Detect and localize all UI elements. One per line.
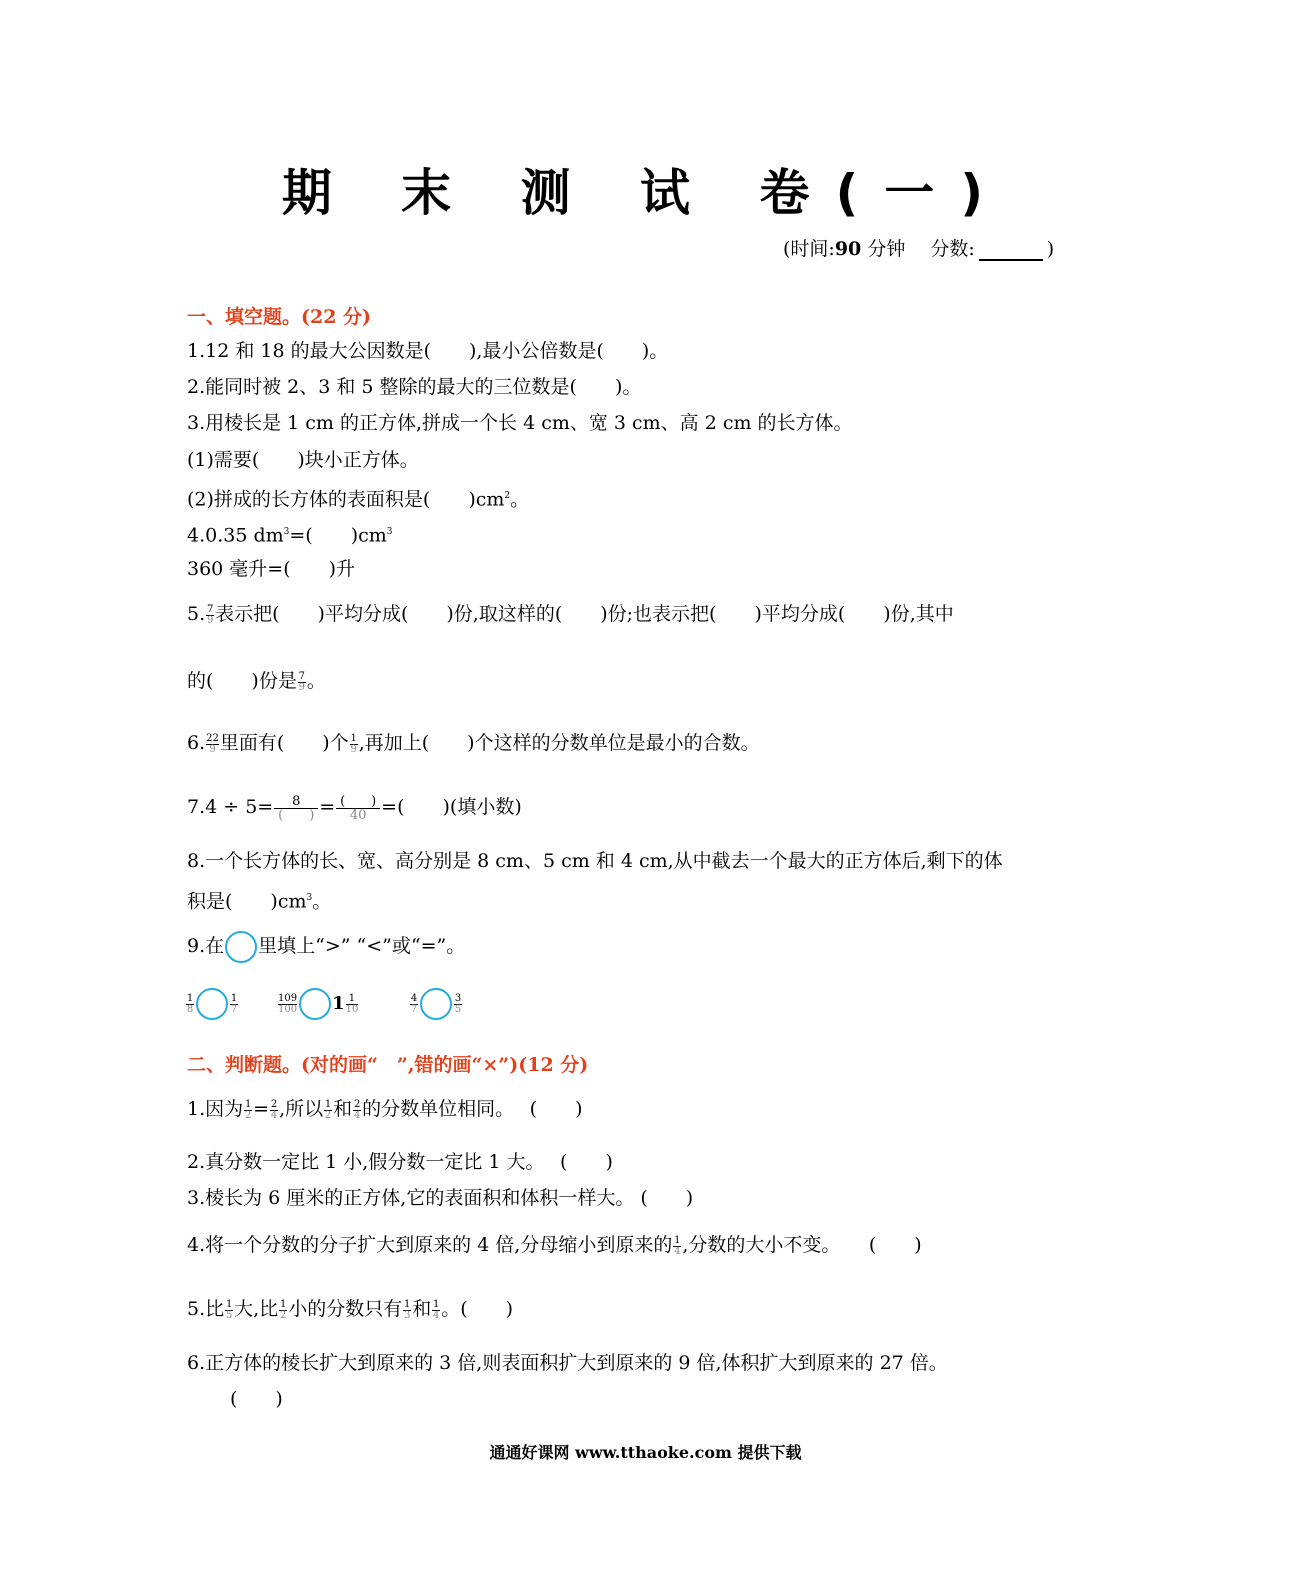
- fraction-1-3: [403, 1300, 411, 1321]
- judge-1-and: 和: [333, 1098, 353, 1120]
- fraction-numerator: 1: [324, 1098, 332, 1110]
- fraction-denominator: 2: [324, 1109, 332, 1121]
- fraction-denominator: 9: [350, 743, 357, 755]
- fraction-denominator: 2: [244, 1109, 252, 1121]
- question-1-4b: 360 毫升=( )升: [187, 558, 356, 580]
- fraction-1-2: [244, 1100, 252, 1121]
- comparison-3: [409, 988, 463, 1020]
- question-1-6-num: 6.: [187, 732, 206, 754]
- fraction-denominator: 9: [206, 614, 214, 626]
- question-1-5-line2: 的( )份是 $\frac{7}{9}$ 。: [187, 670, 326, 693]
- question-1-7-pre: 7.4 ÷ 5=: [187, 796, 274, 818]
- judge-1: [187, 1096, 583, 1122]
- judge-5-b: 大,比: [234, 1298, 279, 1320]
- superscript-3c: 3: [306, 893, 313, 903]
- fraction-1-2-b: [324, 1100, 332, 1121]
- judge-6: 6.正方体的棱长扩大到原来的 3 倍,则表面积扩大到原来的 9 倍,体积扩大到原来的 27 倍。: [187, 1352, 948, 1374]
- comparison-circle-icon: [225, 931, 257, 963]
- fraction-denominator: 5: [454, 1003, 462, 1015]
- meta-score-label: 分钟 分数:: [861, 238, 975, 260]
- judge-4: [187, 1232, 922, 1258]
- fraction-1-2-c: [279, 1300, 287, 1321]
- judge-6-paren: ( ): [230, 1388, 283, 1410]
- fraction-numerator: 1: [348, 992, 356, 1004]
- question-1-6-b: ,再加上( )个这样的分数单位是最小的合数。: [358, 732, 760, 754]
- fraction-blank-40: [336, 795, 380, 822]
- superscript-3: 3: [283, 527, 290, 537]
- section-title-true-false: 二、判断题。(对的画“ ”,错的画“×”)(12 分): [187, 1054, 589, 1076]
- fraction-1-7: [230, 994, 238, 1015]
- superscript-3b: 3: [386, 527, 393, 537]
- fraction-numerator: 1: [350, 732, 357, 744]
- judge-5-a: 5.比: [187, 1298, 225, 1320]
- fraction-denominator: 9: [298, 681, 306, 693]
- question-1-4a-mid: =( )cm: [289, 524, 387, 547]
- answer-circle-1[interactable]: [196, 988, 228, 1020]
- question-1-7: 7.4 ÷ 5= $\frac{8}{( )}$ = $\frac{( )}{40}$ =( )(填小数): [187, 793, 522, 823]
- fraction-denominator: 7: [410, 1003, 418, 1015]
- judge-3: 3.棱长为 6 厘米的正方体,它的表面积和体积一样大。 ( ): [187, 1187, 694, 1209]
- question-1-5-text: 表示把( )平均分成( )份,取这样的( )份;也表示把( )平均分成( )份,其中: [215, 603, 954, 625]
- question-1-5-line1: [187, 601, 954, 627]
- fraction-7-9: [206, 605, 214, 626]
- fraction-denominator: 7: [230, 1003, 238, 1015]
- fraction-numerator: 1: [280, 1298, 287, 1310]
- fraction-1-10: [346, 994, 359, 1015]
- fraction-denominator: 4: [353, 1109, 361, 1121]
- meta-time-label: (时间:: [783, 238, 835, 260]
- fraction-denominator: 4: [270, 1109, 278, 1121]
- fraction-numerator: 109: [278, 992, 298, 1004]
- fraction-numerator: 7: [298, 670, 306, 682]
- judge-4-a: 4.将一个分数的分子扩大到原来的 4 倍,分母缩小到原来的: [187, 1234, 673, 1256]
- fraction-numerator: 8: [292, 793, 301, 809]
- question-1-5-line2-text: 的( )份是: [187, 670, 297, 692]
- fraction-numerator: 1: [244, 1098, 252, 1110]
- fraction-4-7: [410, 994, 418, 1015]
- judge-4-b: ,分数的大小不变。 ( ): [682, 1234, 922, 1256]
- question-1-7-post: =( )(填小数): [381, 796, 522, 818]
- fraction-numerator: 1: [230, 992, 238, 1004]
- question-1-9: [187, 931, 465, 963]
- exam-meta: [783, 234, 1054, 261]
- fraction-denominator: 3: [404, 1309, 411, 1321]
- comparison-1: [185, 988, 239, 1020]
- fraction-1-8: [186, 994, 194, 1015]
- fraction-22-9: [206, 734, 219, 755]
- fraction-numerator: 2: [353, 1098, 361, 1110]
- question-1-8-line2: 积是( )$cm^3$。: [187, 890, 332, 913]
- fraction-numerator: 1: [225, 1298, 233, 1310]
- judge-1-c: 的分数单位相同。 ( ): [362, 1098, 583, 1120]
- judge-5-and: 和: [412, 1298, 432, 1320]
- question-1-8-line1: 8.一个长方体的长、宽、高分别是 8 cm、5 cm 和 4 cm,从中截去一个最大的正方体后,剩下的体: [187, 850, 1003, 872]
- meta-close: ): [1046, 238, 1055, 260]
- fraction-1-5: [225, 1300, 233, 1321]
- question-1-6-a: 里面有( )个: [219, 732, 349, 754]
- fraction-2-4-b: [353, 1100, 361, 1121]
- judge-2: 2.真分数一定比 1 小,假分数一定比 1 大。 ( ): [187, 1151, 613, 1173]
- question-1-3-2-text: (2)拼成的长方体的表面积是( )cm: [187, 488, 505, 511]
- answer-circle-3[interactable]: [420, 988, 452, 1020]
- question-1-2: 2.能同时被 2、3 和 5 整除的最大的三位数是( )。: [187, 376, 642, 398]
- judge-1-eq: =: [253, 1098, 270, 1120]
- fraction-1-9: [350, 734, 358, 755]
- fraction-denominator: 4: [433, 1309, 440, 1321]
- fraction-numerator: ( ): [340, 793, 377, 809]
- fraction-denominator: 9: [209, 743, 216, 755]
- question-1-9-pre: 9.在: [187, 935, 225, 957]
- fraction-denominator: ( ): [278, 807, 315, 823]
- fraction-denominator: 8: [186, 1003, 194, 1015]
- comparison-2: [277, 988, 359, 1020]
- question-1-6: [187, 730, 760, 756]
- fraction-2-4: [270, 1100, 278, 1121]
- page-title: 期 末 测 试 卷(一): [281, 164, 1010, 222]
- fraction-numerator: 1: [404, 1298, 411, 1310]
- score-blank[interactable]: [979, 241, 1043, 261]
- fraction-numerator: 3: [454, 992, 462, 1004]
- fraction-denominator: 40: [349, 807, 367, 823]
- section-title-fill-in: 一、填空题。(22 分): [187, 306, 372, 328]
- superscript-2: 2: [504, 491, 511, 501]
- question-1-5-num: 5.: [187, 603, 206, 625]
- question-1-1: 1.12 和 18 的最大公因数是( ),最小公倍数是( )。: [187, 340, 669, 362]
- question-1-8-line2-text: 积是( )cm: [187, 890, 307, 913]
- footer-source: 通通好课网 www.tthaoke.com 提供下载: [489, 1443, 802, 1462]
- fraction-numerator: 1: [674, 1234, 681, 1246]
- judge-5-d: 。( ): [441, 1298, 514, 1320]
- fraction-numerator: 4: [410, 992, 418, 1004]
- question-1-3: 3.用棱长是 1 cm 的正方体,拼成一个长 4 cm、宽 3 cm、高 2 cm 的长方体。: [187, 412, 853, 434]
- question-1-3-2: (2)拼成的长方体的表面积是( )$cm^2$。: [187, 488, 530, 511]
- fraction-numerator: 2: [270, 1098, 278, 1110]
- question-1-3-1: (1)需要( )块小正方体。: [187, 449, 419, 471]
- judge-1-a: 1.因为: [187, 1098, 244, 1120]
- fraction-denominator: 5: [225, 1309, 233, 1321]
- judge-5-c: 小的分数只有: [288, 1298, 403, 1320]
- fraction-8-blank: [274, 795, 318, 822]
- fraction-109-100: [278, 994, 297, 1015]
- fraction-numerator: 1: [186, 992, 194, 1004]
- fraction-1-4: [673, 1236, 681, 1257]
- fraction-3-5: [454, 994, 462, 1015]
- fraction-denominator: 4: [674, 1245, 681, 1257]
- meta-minutes: 90: [834, 238, 862, 260]
- mixed-number-whole: 1: [332, 993, 345, 1014]
- fraction-1-4-b: [432, 1300, 440, 1321]
- fraction-numerator: 22: [206, 732, 219, 744]
- fraction-denominator: 100: [278, 1003, 298, 1015]
- fraction-numerator: 7: [206, 603, 214, 615]
- judge-1-b: ,所以: [279, 1098, 324, 1120]
- question-1-4a-pre: 4.0.35 dm: [187, 524, 284, 547]
- fraction-denominator: 10: [345, 1003, 359, 1015]
- answer-circle-2[interactable]: [299, 988, 331, 1020]
- question-1-4a: [187, 519, 393, 548]
- fraction-denominator: 2: [280, 1309, 287, 1321]
- judge-5: [187, 1296, 513, 1322]
- question-1-9-post: 里填上“>” “<”或“=”。: [258, 935, 466, 957]
- fraction-numerator: 1: [433, 1298, 440, 1310]
- fraction-7-9-b: [298, 672, 306, 693]
